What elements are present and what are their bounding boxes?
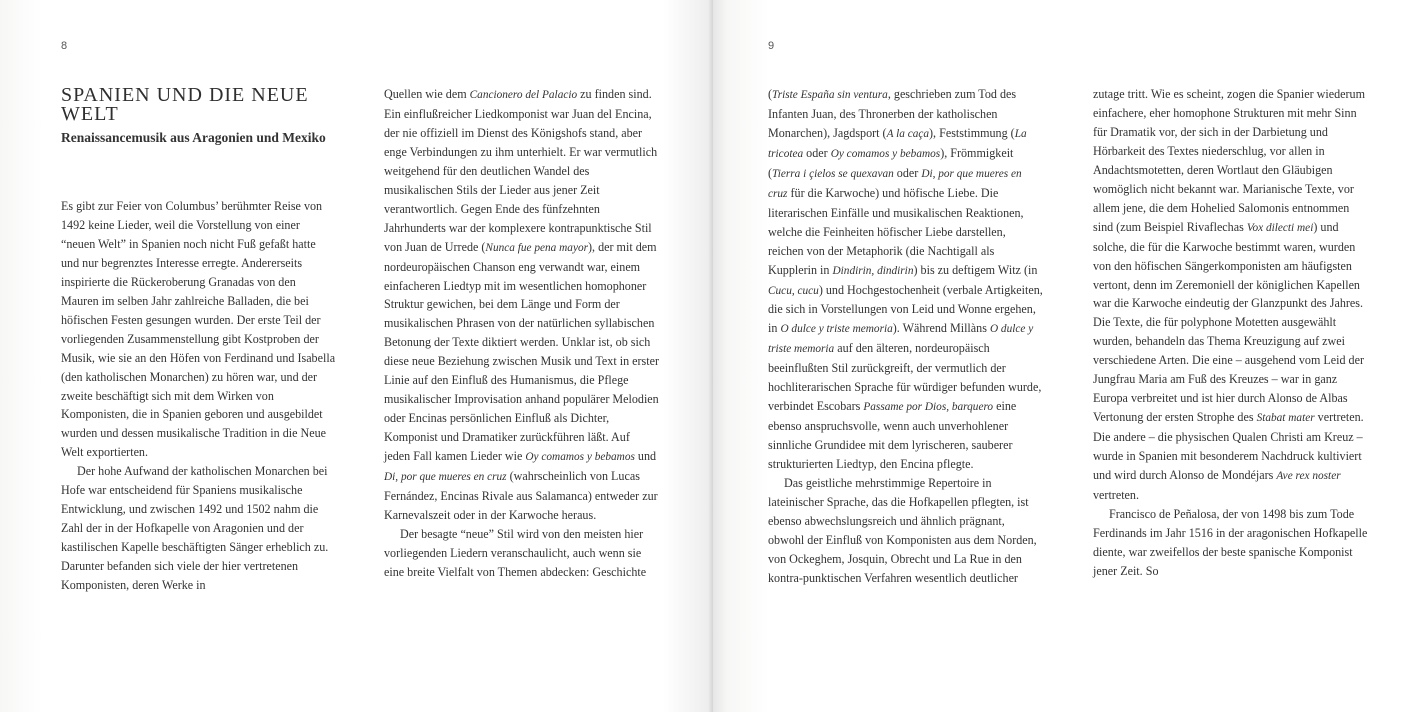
paragraph: (Triste España sin ventura, geschrieben zum Tod des Infanten Juan, des Thronerben der katholischen Monarchen), Jagdsport (A la caça), Feststimmung (La tricotea oder Oy comamos y bebamos), Frömmigkeit (Tierra i çielos se quexavan oder Di, por que mueres en cruz für die Karwoche) und höfische Liebe. Die literarischen Einfälle und musikalischen Reaktionen, welche die Feinheiten höfischer Liebe darstellen, reichen von der Metaphorik (die Nachtigall als Kupplerin in Dindirin, dindirin) bis zu deftigem Witz (in Cucu, cucu) und Hochgestochenheit (verbale Artigkeiten, die sich in Vorstellungen von Leid und Wonne ergehen, in O dulce y triste memoria). Während Millàns O dulce y triste memoria auf den älteren, nordeuropäisch beeinflußten Stil zurückgreift, der vermutlich der hochliterarischen Sprache für würdiger befunden wurde, verbindet Escobars Passame por Dios, barquero eine ebenso anspruchsvolle, wenn auch unverhohlener sinnliche Grundidee mit dem lyrischeren, sauberer strukturierten Liedtyp, den Encina pflegte.: [768, 87, 1043, 472]
right-page: [713, 0, 1427, 712]
page-number-left: 8: [61, 40, 68, 52]
paragraph: Das geistliche mehrstimmige Repertoire in lateinischer Sprache, das die Hofkapellen pflegten, ist ebenso abwechslungsreich und ähnlich prägnant, obwohl der Einfluß von Komponisten aus dem Norden, von Ockeghem, Josquin, Obrecht und La Rue in den kontra-punktischen Verfahren wesentlich deutlicher: [768, 476, 1037, 585]
paragraph: zutage tritt. Wie es scheint, zogen die Spanier wiederum einfachere, eher homophone Strukturen mit mehr Sinn für Dramatik vor, der sich in der Darbietung und Hörbarkeit des Textes niederschlug, vor allen in Andachtsmotetten, deren Wortlaut den Gläubigen womöglich nicht bekannt war. Marianische Texte, vor allem jene, die dem Hohelied Salomonis entnommen sind (zum Beispiel Rivaflechas Vox dilecti mei) und solche, die für die Karwoche bestimmt waren, wurden von den höfischen Sängerkomponisten am häufigsten vertont, denn im Zeremoniell der königlichen Kapellen war die Karwoche eindeutig der Glanzpunkt des Jahres. Die Texte, die für polyphone Motetten ausgewählt wurden, behandeln das Thema Kreuzigung auf zwei verschiedene Arten. Die eine – ausgehend vom Leid der Jungfrau Maria am Fuß des Kreuzes – war in ganz Europa verbreitet und ist hier durch Alonso de Albas Vertonung der ersten Strophe des Stabat mater vertreten. Die andere – die physischen Qualen Christi am Kreuz – wurde in Spanien mit besonderem Nachdruck kultiviert und wird durch Alonso de Mondéjars Ave rex noster vertreten.: [1093, 87, 1365, 503]
left-column-1: [61, 197, 336, 595]
left-page: [0, 0, 713, 712]
paragraph: Der besagte “neue” Stil wird von den meisten hier vorliegenden Liedern veranschaulicht, auch wenn sie eine breite Vielfalt von Themen abdecken: Geschichte: [384, 526, 647, 579]
paragraph: Quellen wie dem Cancionero del Palacio zu finden sind. Ein einflußreicher Liedkomponist war Juan del Encina, der nie offiziell im Dienst des Königshofs stand, aber enge Verbindungen zu ihm unterhielt. Er war vermutlich weitgehend für den deutlichen Wandel des musikalischen Stils der Lieder aus jener Zeit verantwortlich. Gegen Ende des fünfzehnten Jahrhunderts war der komplexere kontrapunktische Stil von Juan de Urrede (Nunca fue pena mayor), der mit dem nordeuropäischen Chanson eng verwandt war, einem einfacheren Liedtyp mit im wesentlichen homophoner Struktur gewichen, bei dem Länge und Form der musikalischen Phrasen von der natürlichen syllabischen Betonung der Texte diktiert werden. Unklar ist, ob sich diese neue Beziehung zwischen Musik und Text in erster Linie auf den Einfluß des Humanismus, die Pflege musikalischer Improvisation anhand populärer Melodien oder Encinas persönlichen Einfluß als Dichter, Komponist und Dramatiker zurückführen läßt. Auf jeden Fall kamen Lieder wie Oy comamos y bebamos und Di, por que mueres en cruz (wahrscheinlich von Lucas Fernández, Encinas Rivale aus Salamanca) entweder zur Karnevalszeit oder in der Karwoche heraus.: [384, 87, 659, 522]
left-column-2: [384, 85, 659, 582]
page-number-right: 9: [768, 40, 775, 52]
paragraph: Der hohe Aufwand der katholischen Monarchen bei Hofe war entscheidend für Spaniens musikalische Entwicklung, und zwischen 1492 und 1502 nahm die Zahl der in der Hofkapelle von Aragonien und der kastilischen Kapelle beschäftigten Sänger erheblich zu. Darunter befanden sich viele der hier vertretenen Komponisten, deren Werke in: [61, 464, 329, 593]
paragraph: Francisco de Peñalosa, der von 1498 bis zum Tode Ferdinands im Jahr 1516 in der aragonischen Hofkapelle diente, war zweifellos der beste spanische Komponist jener Zeit. So: [1093, 506, 1368, 578]
right-column-1: [768, 85, 1043, 588]
article-subtitle: Renaissancemusik aus Aragonien und Mexiko: [61, 130, 326, 145]
paragraph: Es gibt zur Feier von Columbus’ berühmter Reise von 1492 keine Lieder, weil die Vorstellung von einer “neuen Welt” in Spanien noch nicht Fuß gefaßt hatte und nur begrenztes Interesse erregte. Andererseits inspirierte die Rückeroberung Granadas von den Mauren im selben Jahr zahlreiche Balladen, die bei höfischen Festen gesungen wurden. Der erste Teil der vorliegenden Zusammenstellung gibt Kostproben der Musik, wie sie an den Höfen von Ferdinand und Isabella (den katholischen Monarchen) zu hören war, und der zweite beschäftigt sich mit dem Wirken von Komponisten, die in Spanien geboren und ausgebildet wurden und dessen musikalische Tradition in die Neue Welt exportierten.: [61, 199, 336, 460]
article-heading: [61, 86, 341, 147]
article-title: SPANIEN UND DIE NEUE WELT: [61, 84, 309, 125]
right-column-2: [1093, 85, 1368, 581]
